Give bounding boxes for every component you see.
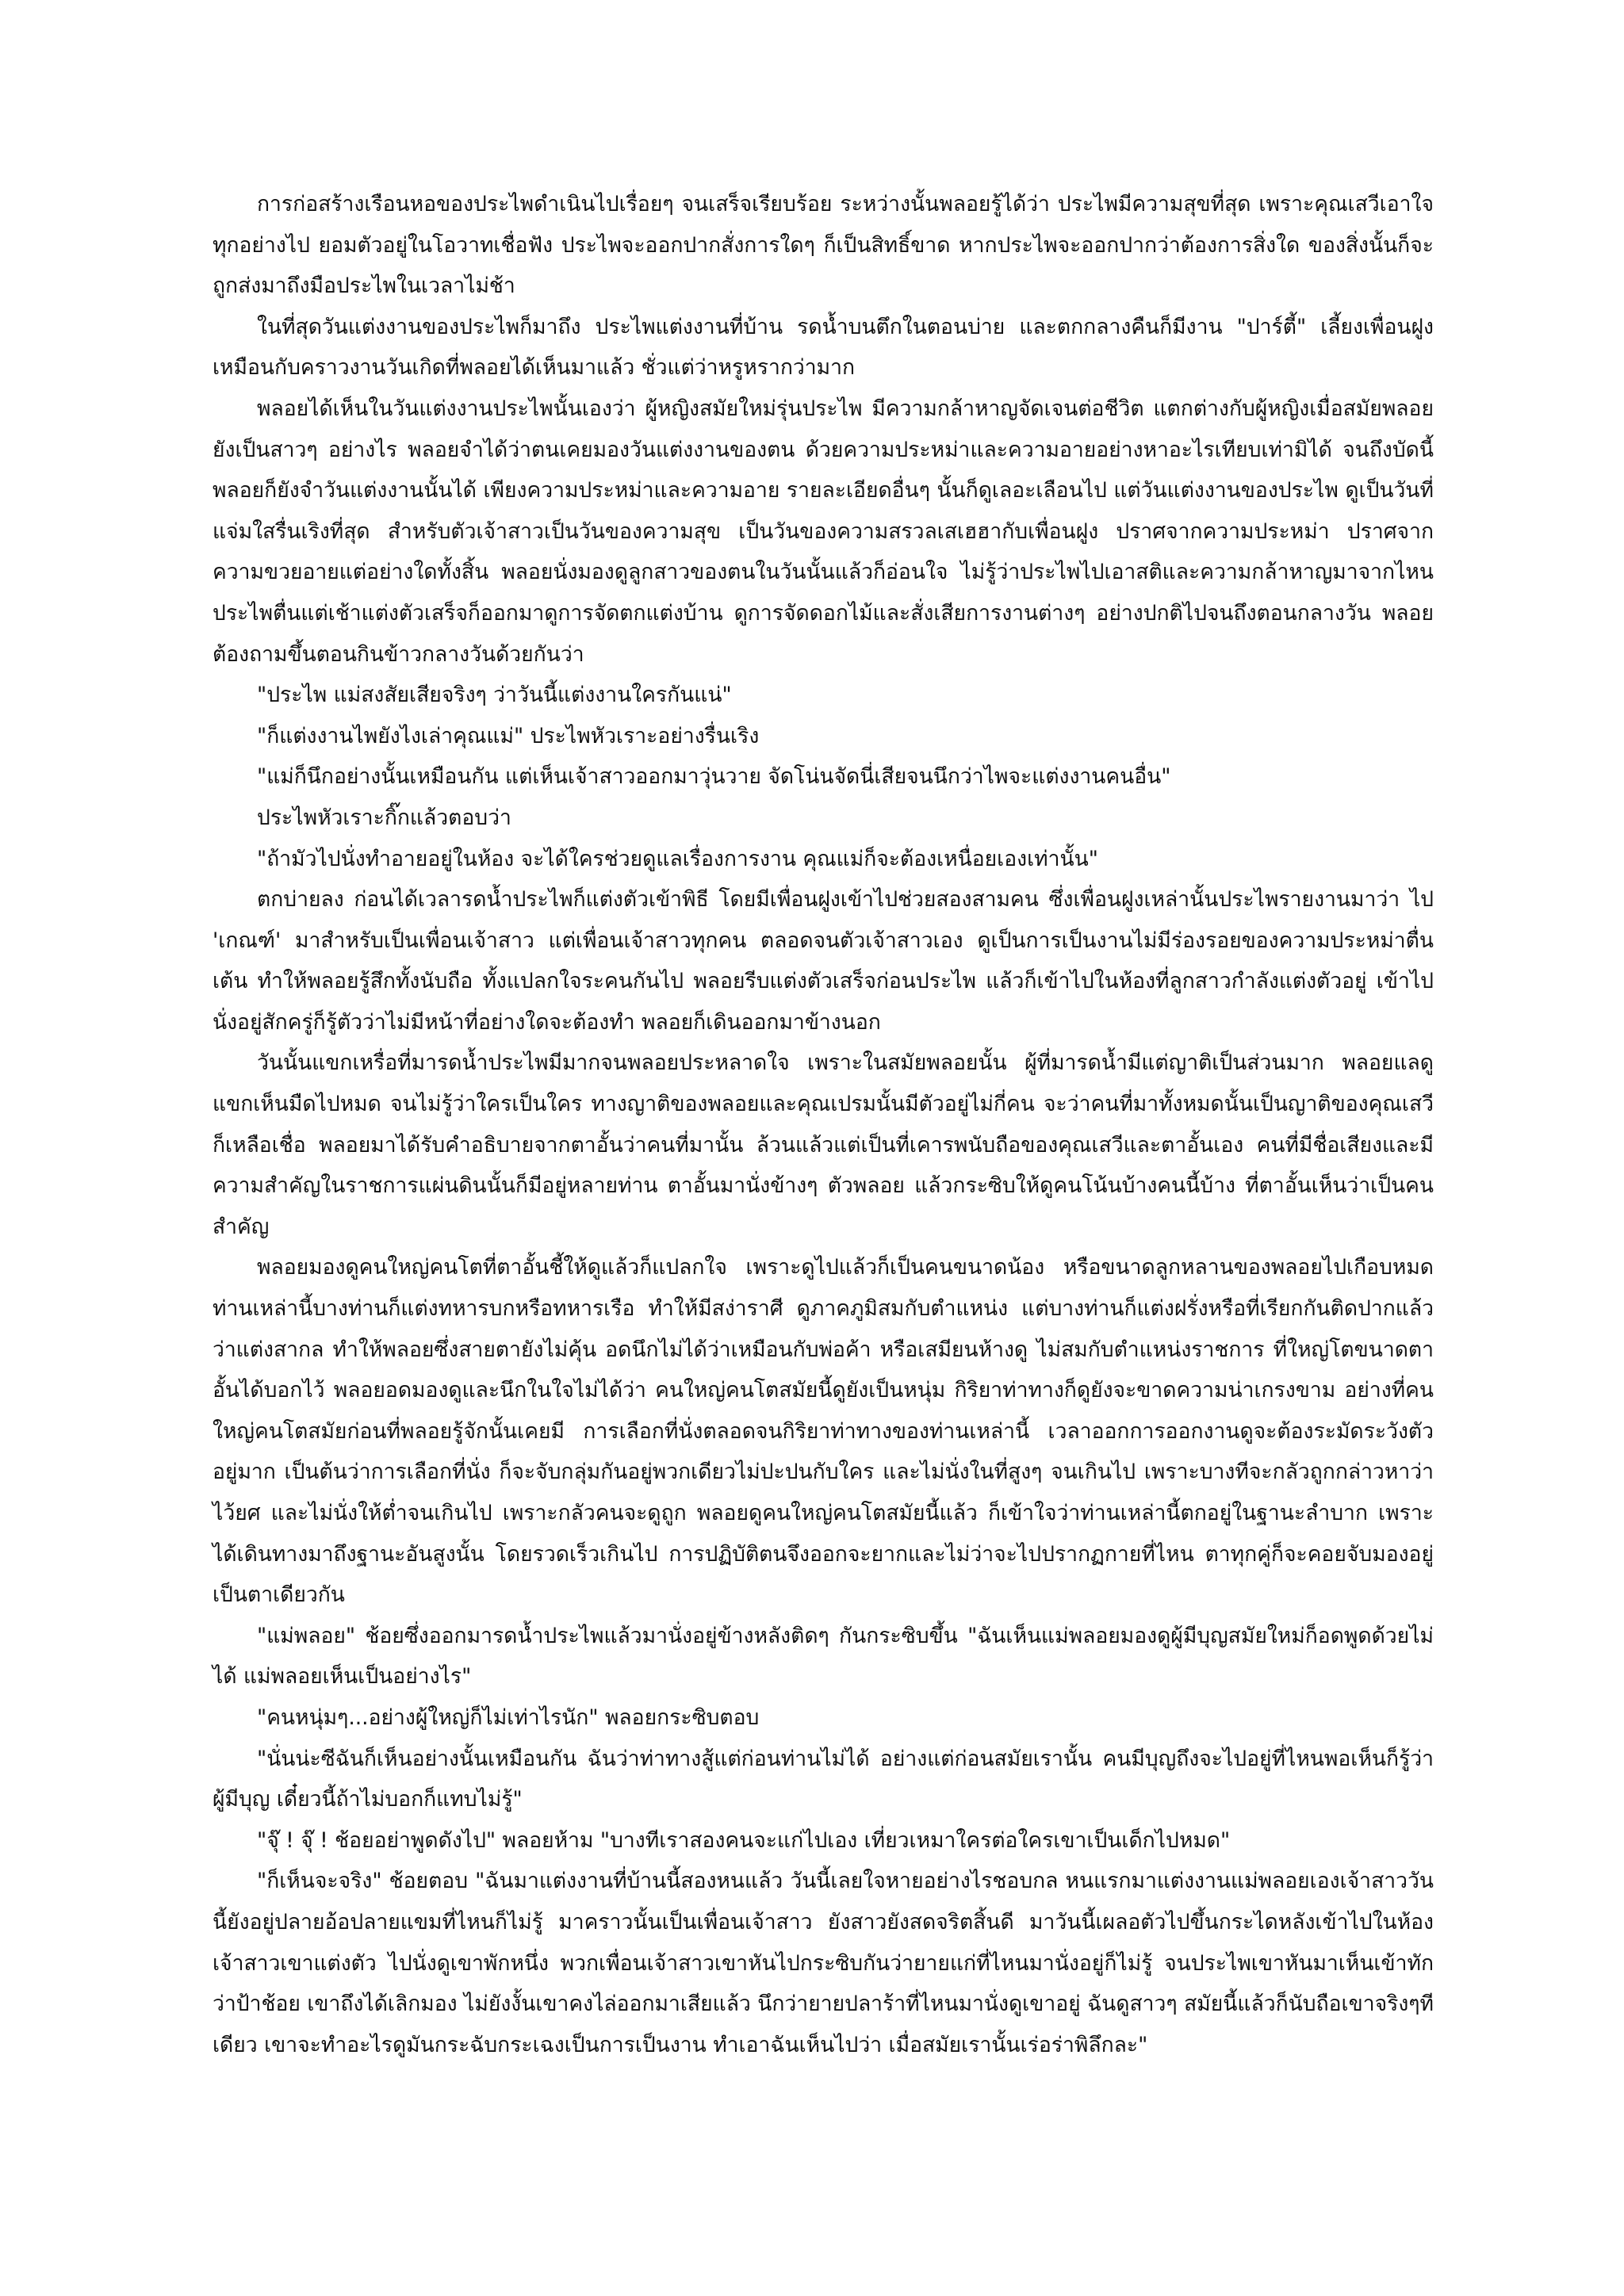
paragraph-3: พลอยได้เห็นในวันแต่งงานประไพนั้นเองว่า ผู้หญิงสมัยใหม่รุ่นประไพ มีความกล้าหาญจัดเจนต่อชีวิต แตกต่างกับผู้หญิงเมื่อสมัยพลอยยังเป็นสาวๆ อย่างไร พลอยจำได้ว่าตนเคยมองวันแต่งงานของตน ด้วยความประหม่าและความอายอย่างหาอะไรเทียบเท่ามิได้ จนถึงบัดนี้พลอยก็ยังจำวันแต่งงานนั้นได้ เพียงความประหม่าและความอาย รายละเอียดอื่นๆ นั้นก็ดูเลอะเลือนไป แต่วันแต่งงานของประไพ ดูเป็นวันที่แจ่มใสรื่นเริงที่สุด สำหรับตัวเจ้าสาวเป็นวันของความสุข เป็นวันของความสรวลเสเฮฮากับเพื่อนฝูง ปราศจากความประหม่า ปราศจากความขวยอายแต่อย่างใดทั้งสิ้น พลอยนั่งมองดูลูกสาวของตนในวันนั้นแล้วก็อ่อนใจ ไม่รู้ว่าประไพไปเอาสติและความกล้าหาญมาจากไหน ประไพตื่นแต่เช้าแต่งตัวเสร็จก็ออกมาดูการจัดตกแต่งบ้าน ดูการจัดดอกไม้และสั่งเสียการงานต่างๆ อย่างปกติไปจนถึงตอนกลางวัน พลอยต้องถามขึ้นตอนกินข้าวกลางวันด้วยกันว่า [213,396,1434,667]
dialogue-line: "ก็แต่งงานไพยังไงเล่าคุณแม่" ประไพหัวเราะอย่างรื่นเริง [257,723,760,748]
dialogue-line: ประไพหัวเราะกิ๊กแล้วตอบว่า [257,805,511,830]
paragraph-12: "แม่พลอย" ช้อยซึ่งออกมารดน้ำประไพแล้วมานั่งอยู่ข้างหลังติดๆ กันกระซิบขึ้น "ฉันเห็นแม่พลอยมองดูผู้มีบุญสมัยใหม่ก็อดพูดด้วยไม่ได้ แม่พลอยเห็นเป็นอย่างไร" [213,1623,1434,1689]
paragraph-1: การก่อสร้างเรือนหอของประไพดำเนินไปเรื่อยๆ จนเสร็จเรียบร้อย ระหว่างนั้นพลอยรู้ได้ว่า ประไพมีความสุขที่สุด เพราะคุณเสวีเอาใจทุกอย่างไป ยอมตัวอยู่ในโอวาทเชื่อฟัง ประไพจะออกปากสั่งการใดๆ ก็เป็นสิทธิ์ขาด หากประไพจะออกปากว่าต้องการสิ่งใด ของสิ่งนั้นก็จะถูกส่งมาถึงมือประไพในเวลาไม่ช้า [213,192,1434,299]
paragraph-15: "จุ๊ ! จุ๊ ! ช้อยอย่าพูดดังไป" พลอยห้าม "บางทีเราสองคนจะแก่ไปเอง เที่ยวเหมาใครต่อใครเขาเป็นเด็กไปหมด" [257,1827,1231,1853]
paragraph-2: ในที่สุดวันแต่งงานของประไพก็มาถึง ประไพแต่งงานที่บ้าน รดน้ำบนตึกในตอนบ่าย และตกกลางคืนก็มีงาน "ปาร์ตี้" เลี้ยงเพื่อนฝูงเหมือนกับคราวงานวันเกิดที่พลอยได้เห็นมาแล้ว ชั่วแต่ว่าหรูหรากว่ามาก [213,314,1434,381]
dialogue-line: "ประไพ แม่สงสัยเสียจริงๆ ว่าวันนี้แต่งงานใครกันแน่" [257,683,732,708]
paragraph-14: "นั่นน่ะซีฉันก็เห็นอย่างนั้นเหมือนกัน ฉันว่าท่าทางสู้แต่ก่อนท่านไม่ได้ อย่างแต่ก่อนสมัยเรานั้น คนมีบุญถึงจะไปอยู่ที่ไหนพอเห็นก็รู้ว่าผู้มีบุญ เดี๋ยวนี้ถ้าไม่บอกก็แทบไม่รู้" [213,1746,1434,1812]
dialogue-line: "คนหนุ่มๆ...อย่างผู้ใหญ่ก็ไม่เท่าไรนัก" พลอยกระซิบตอบ [257,1705,760,1730]
body-text [213,184,1434,2065]
paragraph-10: วันนั้นแขกเหรื่อที่มารดน้ำประไพมีมากจนพลอยประหลาดใจ เพราะในสมัยพลอยนั้น ผู้ที่มารดน้ำมีแต่ญาติเป็นส่วนมาก พลอยแลดูแขกเห็นมืดไปหมด จนไม่รู้ว่าใครเป็นใคร ทางญาติของพลอยและคุณเปรมนั้นมีตัวอยู่ไม่กี่คน จะว่าคนที่มาทั้งหมดนั้นเป็นญาติของคุณเสวีก็เหลือเชื่อ พลอยมาได้รับคำอธิบายจากตาอั้นว่าคนที่มานั้น ล้วนแล้วแต่เป็นที่เคารพนับถือของคุณเสวีและตาอั้นเอง คนที่มีชื่อเสียงและมีความสำคัญในราชการแผ่นดินนั้นก็มีอยู่หลายท่าน ตาอั้นมานั่งข้างๆ ตัวพลอย แล้วกระซิบให้ดูคนโน้นบ้างคนนี้บ้าง ที่ตาอั้นเห็นว่าเป็นคนสำคัญ [213,1050,1434,1239]
paragraph-11: พลอยมองดูคนใหญ่คนโตที่ตาอั้นชี้ให้ดูแล้วก็แปลกใจ เพราะดูไปแล้วก็เป็นคนขนาดน้อง หรือขนาดลูกหลานของพลอยไปเกือบหมด ท่านเหล่านี้บางท่านก็แต่งทหารบกหรือทหารเรือ ทำให้มีสง่าราศี ดูภาคภูมิสมกับตำแหน่ง แต่บางท่านก็แต่งฝรั่งหรือที่เรียกกันติดปากแล้วว่าแต่งสากล ทำให้พลอยซึ่งสายตายังไม่คุ้น อดนึกไม่ได้ว่าเหมือนกับพ่อค้า หรือเสมียนห้างดู ไม่สมกับตำแหน่งราชการ ที่ใหญ่โตขนาดตาอั้นได้บอกไว้ พลอยอดมองดูและนึกในใจไม่ได้ว่า คนใหญ่คนโตสมัยนี้ดูยังเป็นหนุ่ม กิริยาท่าทางก็ดูยังจะขาดความน่าเกรงขาม อย่างที่คนใหญ่คนโตสมัยก่อนที่พลอยรู้จักนั้นเคยมี การเลือกที่นั่งตลอดจนกิริยาท่าทางของท่านเหล่านี้ เวลาออกการออกงานดูจะต้องระมัดระวังตัวอยู่มาก เป็นต้นว่าการเลือกที่นั่ง ก็จะจับกลุ่มกันอยู่พวกเดียวไม่ปะปนกับใคร และไม่นั่งในที่สูงๆ จนเกินไป เพราะบางทีจะกลัวถูกกล่าวหาว่าไว้ยศ และไม่นั่งให้ต่ำจนเกินไป เพราะกลัวคนจะดูถูก พลอยดูคนใหญ่คนโตสมัยนี้แล้ว ก็เข้าใจว่าท่านเหล่านี้ตกอยู่ในฐานะลำบาก เพราะได้เดินทางมาถึงฐานะอันสูงนั้น โดยรวดเร็วเกินไป การปฏิบัติตนจึงออกจะยากและไม่ว่าจะไปปรากฏกายที่ไหน ตาทุกคู่ก็จะคอยจับมองอยู่เป็นตาเดียวกัน [213,1255,1434,1608]
dialogue-line: "ถ้ามัวไปนั่งทำอายอยู่ในห้อง จะได้ใครช่วยดูแลเรื่องการงาน คุณแม่ก็จะต้องเหนื่อยเองเท่านั้น" [257,846,1098,871]
dialogue-line: "แม่ก็นึกอย่างนั้นเหมือนกัน แต่เห็นเจ้าสาวออกมาวุ่นวาย จัดโน่นจัดนี่เสียจนนึกว่าไพจะแต่งงานคนอื่น" [257,764,1171,790]
paragraph-9: ตกบ่ายลง ก่อนได้เวลารดน้ำประไพก็แต่งตัวเข้าพิธี โดยมีเพื่อนฝูงเข้าไปช่วยสองสามคน ซึ่งเพื่อนฝูงเหล่านั้นประไพรายงานมาว่า ไป 'เกณฑ์' มาสำหรับเป็นเพื่อนเจ้าสาว แต่เพื่อนเจ้าสาวทุกคน ตลอดจนตัวเจ้าสาวเอง ดูเป็นการเป็นงานไม่มีร่องรอยของความประหม่าตื่นเต้น ทำให้พลอยรู้สึกทั้งนับถือ ทั้งแปลกใจระคนกันไป พลอยรีบแต่งตัวเสร็จก่อนประไพ แล้วก็เข้าไปในห้องที่ลูกสาวกำลังแต่งตัวอยู่ เข้าไปนั่งอยู่สักครู่ก็รู้ตัวว่าไม่มีหน้าที่อย่างใดจะต้องทำ พลอยก็เดินออกมาข้างนอก [213,887,1434,1035]
paragraph-16: "ก็เห็นจะจริง" ช้อยตอบ "ฉันมาแต่งงานที่บ้านนี้สองหนแล้ว วันนี้เลยใจหายอย่างไรชอบกล หนแรกมาแต่งงานแม่พลอยเองเจ้าสาววันนี้ยังอยู่ปลายอ้อปลายแขมที่ไหนก็ไม่รู้ มาคราวนั้นเป็นเพื่อนเจ้าสาว ยังสาวยังสดจริตสิ้นดี มาวันนี้เผลอตัวไปขึ้นกระไดหลังเข้าไปในห้องเจ้าสาวเขาแต่งตัว ไปนั่งดูเขาพักหนึ่ง พวกเพื่อนเจ้าสาวเขาหันไปกระซิบกันว่ายายแก่ที่ไหนมานั่งอยู่ก็ไม่รู้ จนประไพเขาหันมาเห็นเข้าทักว่าป้าช้อย เขาถึงได้เลิกมอง ไม่ยังงั้นเขาคงไล่ออกมาเสียแล้ว นึกว่ายายปลาร้าที่ไหนมานั่งดูเขาอยู่ ฉันดูสาวๆ สมัยนี้แล้วก็นับถือเขาจริงๆทีเดียว เขาจะทำอะไรดูมันกระฉับกระเฉงเป็นการเป็นงาน ทำเอาฉันเห็นไปว่า เมื่อสมัยเรานั้นเร่อร่าพิลึกละ" [213,1869,1434,2057]
